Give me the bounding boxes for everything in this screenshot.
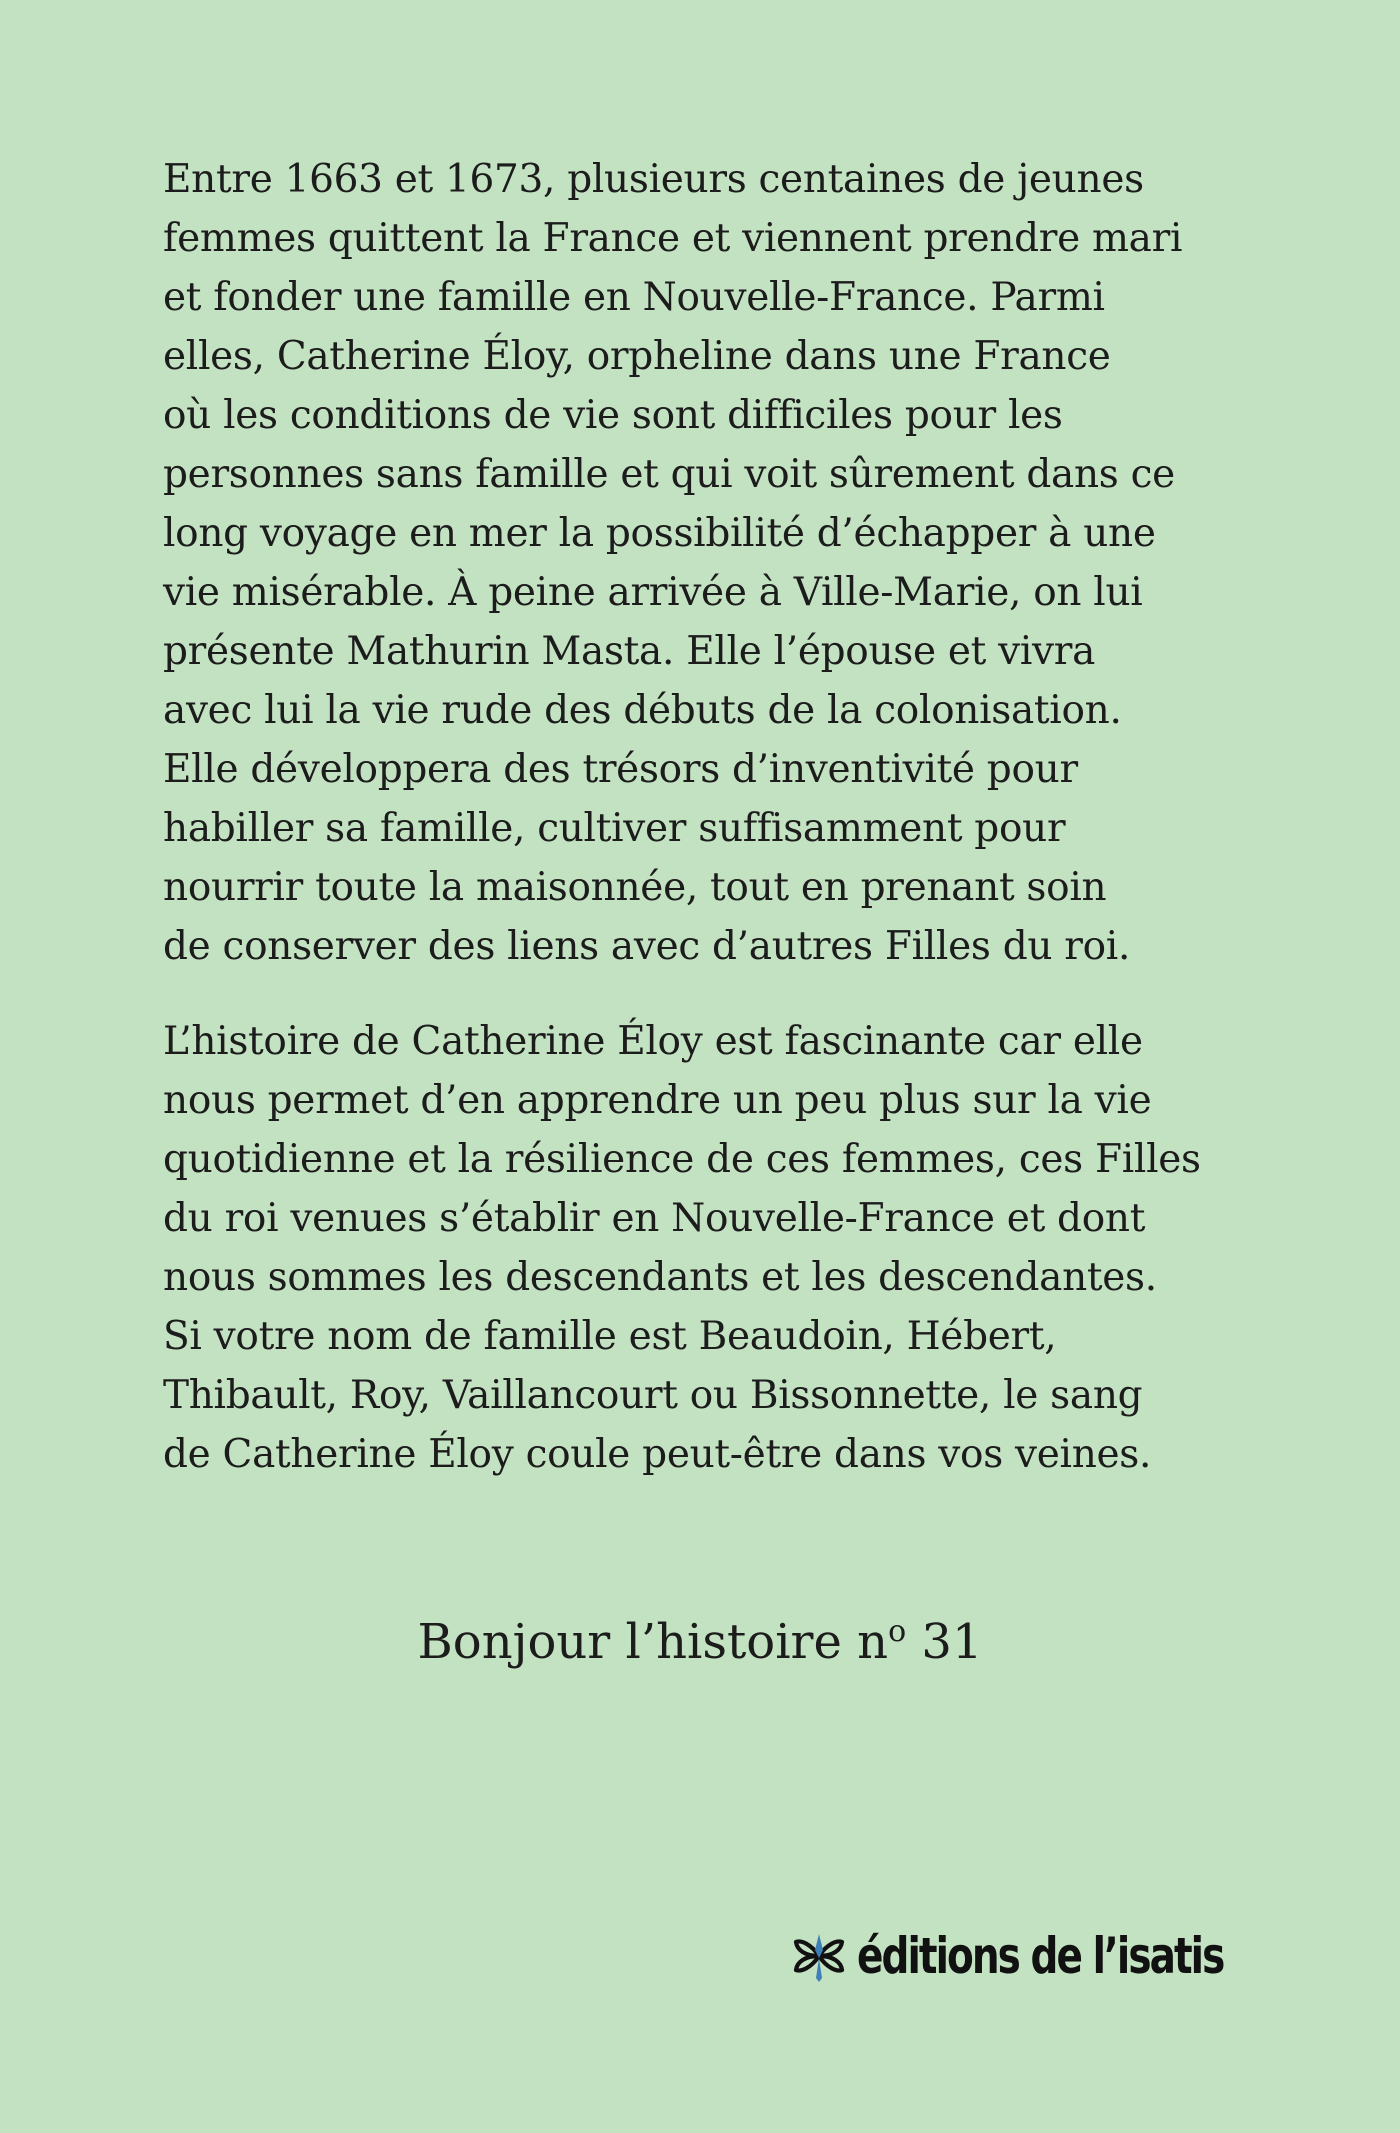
blurb-line: quotidienne et la résilience de ces femmes, ces Filles [163,1137,1201,1182]
series-title [0,1612,1400,1672]
blurb-line: femmes quittent la France et viennent prendre mari [163,216,1183,261]
blurb-line: présente Mathurin Masta. Elle l’épouse et vivra [163,629,1096,674]
series-number: 31 [906,1614,983,1670]
blurb-line: personnes sans famille et qui voit sûrement dans ce [163,452,1175,497]
blurb-line: de Catherine Éloy coule peut-être dans vos veines. [163,1432,1152,1477]
blurb-line: long voyage en mer la possibilité d’échapper à une [163,511,1156,556]
blurb-line: habiller sa famille, cultiver suffisamment pour [163,806,1066,851]
blurb-line: elles, Catherine Éloy, orpheline dans une France [163,334,1111,379]
publisher-name: éditions de l’isatis [857,1927,1224,1985]
blurb-line: de conserver des liens avec d’autres Filles du roi. [163,924,1131,969]
blurb-line: Thibault, Roy, Vaillancourt ou Bissonnette, le sang [163,1373,1143,1418]
blurb-line: nourrir toute la maisonnée, tout en prenant soin [163,865,1107,910]
blurb-line: vie misérable. À peine arrivée à Ville-Marie, on lui [163,570,1143,615]
blurb-paragraph-2 [163,1012,1273,1484]
blurb-line: nous sommes les descendants et les descendantes. [163,1255,1157,1300]
blurb-line: du roi venues s’établir en Nouvelle-France et dont [163,1196,1146,1241]
blurb-line: nous permet d’en apprendre un peu plus sur la vie [163,1078,1152,1123]
series-label: Bonjour l’histoire n [417,1614,889,1670]
publisher-logo [793,1925,1243,1987]
series-ordinal: o [888,1614,907,1649]
blurb-line: Entre 1663 et 1673, plusieurs centaines de jeunes [163,157,1144,202]
blurb-line: Elle développera des trésors d’inventivité pour [163,747,1078,792]
blurb-line: avec lui la vie rude des débuts de la colonisation. [163,688,1122,733]
blurb-paragraph-1 [163,150,1273,976]
blurb-line: L’histoire de Catherine Éloy est fascinante car elle [163,1019,1143,1064]
blurb-line: Si votre nom de famille est Beaudoin, Hébert, [163,1314,1057,1359]
blurb-line: où les conditions de vie sont difficiles pour les [163,393,1063,438]
blurb-line: et fonder une famille en Nouvelle-France. Parmi [163,275,1105,320]
isatis-flower-icon [793,1928,845,1984]
back-cover-blurb [163,150,1273,1520]
